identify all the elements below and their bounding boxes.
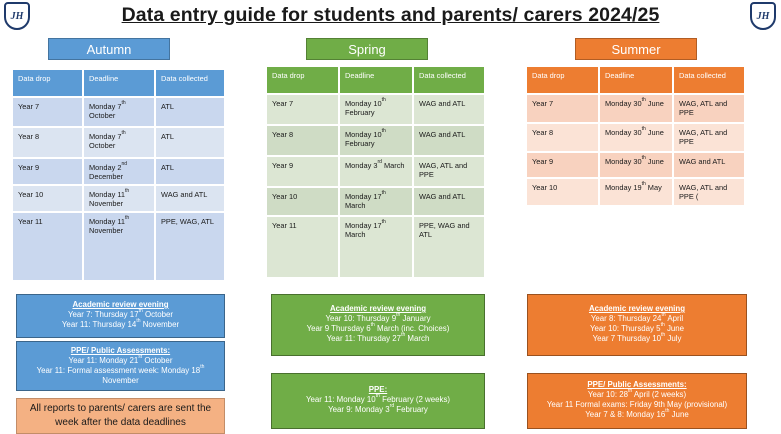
column-header-data-drop: Data drop — [267, 67, 339, 94]
page-title: Data entry guide for students and parents/ carers 2024/25 — [121, 4, 660, 26]
summer-ppe-box: PPE/ Public Assessments: Year 10: 28th April (2 weeks) Year 11 Formal exams: Friday 9th May (provisional) Year 7 & 8: Monday 16th June — [527, 373, 747, 429]
column-header-deadline: Deadline — [83, 70, 155, 97]
table-header-row — [267, 67, 485, 94]
table-row: Year 10 Monday 19th May WAG, ATL and PPE ( — [527, 178, 745, 205]
table-row: Year 8 Monday 10th February WAG and ATL — [267, 125, 485, 156]
summer-data-table — [527, 67, 746, 205]
column-header-deadline: Deadline — [339, 67, 413, 94]
table-row: Year 8 Monday 7th October ATL — [13, 127, 225, 158]
table-row: Year 7 Monday 30th June WAG, ATL and PPE — [527, 94, 745, 123]
autumn-data-table — [13, 70, 226, 280]
column-header-data-drop: Data drop — [13, 70, 83, 97]
table-row: Year 7 Monday 7th October ATL — [13, 97, 225, 127]
table-row: Year 11 Monday 11th November PPE, WAG, ATL — [13, 212, 225, 280]
autumn-academic-review-box: Academic review evening Year 7: Thursday 17th October Year 11: Thursday 14th November — [16, 294, 225, 338]
column-header-data-collected: Data collected — [413, 67, 485, 94]
table-header-row — [13, 70, 225, 97]
table-header-row — [527, 67, 745, 94]
spring-academic-review-box: Academic review evening Year 10: Thursday 9th January Year 9 Thursday 6th March (inc. Choices) Year 11: Thursday 27th March — [271, 294, 485, 356]
season-header-autumn: Autumn — [48, 38, 170, 60]
table-row: Year 11 Monday 17th March PPE, WAG and ATL — [267, 216, 485, 277]
column-header-data-collected: Data collected — [673, 67, 745, 94]
table-row: Year 10 Monday 17th March WAG and ATL — [267, 187, 485, 216]
school-crest-left: JH — [4, 2, 30, 30]
table-row: Year 9 Monday 30th June WAG and ATL — [527, 152, 745, 178]
table-row: Year 8 Monday 30th June WAG, ATL and PPE — [527, 123, 745, 152]
column-header-data-collected: Data collected — [155, 70, 225, 97]
school-crest-right: JH — [750, 2, 776, 30]
spring-data-table — [267, 67, 486, 277]
reports-note: All reports to parents/ carers are sent the week after the data deadlines — [16, 398, 225, 434]
spring-ppe-box: PPE: Year 11: Monday 10th February (2 weeks) Year 9: Monday 3rd February — [271, 373, 485, 429]
column-header-deadline: Deadline — [599, 67, 673, 94]
autumn-ppe-box: PPE/ Public Assessments: Year 11: Monday 21st October Year 11: Formal assessment week: Monday 18th November — [16, 341, 225, 391]
table-row: Year 7 Monday 10th February WAG and ATL — [267, 94, 485, 125]
table-row: Year 9 Monday 2nd December ATL — [13, 158, 225, 185]
season-header-spring: Spring — [306, 38, 428, 60]
column-header-data-drop: Data drop — [527, 67, 599, 94]
summer-academic-review-box: Academic review evening Year 8: Thursday 24th April Year 10: Thursday 5th June Year 7 Thursday 10th July — [527, 294, 747, 356]
season-header-summer: Summer — [575, 38, 697, 60]
table-row: Year 9 Monday 3rd March WAG, ATL and PPE — [267, 156, 485, 187]
table-row: Year 10 Monday 11th November WAG and ATL — [13, 185, 225, 212]
